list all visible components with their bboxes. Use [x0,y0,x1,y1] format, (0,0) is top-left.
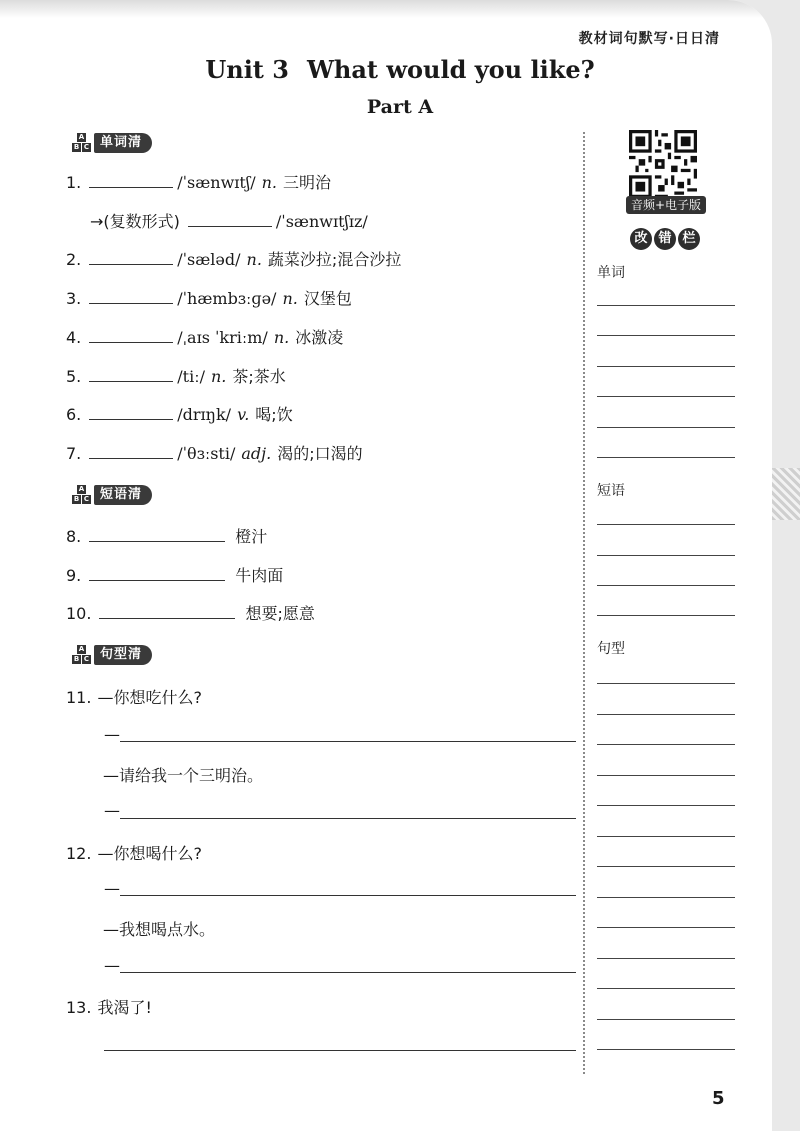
part-of-speech: n. [246,250,262,269]
answer-blank[interactable] [188,212,272,227]
sidebar-line[interactable] [597,555,735,556]
phonetic: /ˈsæləd/ [177,250,241,269]
part-of-speech: n. [273,328,290,347]
meaning: 橙汁 [235,527,268,546]
answer-line[interactable] [120,741,576,742]
word-item-3 [66,286,352,310]
item-number: 3. [66,289,82,308]
meaning: 蔬菜沙拉;混合沙拉 [267,250,402,269]
phonetic: /tiː/ [177,367,205,386]
correction-char: 栏 [678,228,700,250]
plural-prefix: →(复数形式) [90,212,180,231]
answer-dash: — [104,879,120,898]
question-line-1: 我渴了! [97,998,152,1017]
column-divider [583,132,585,1074]
answer-blank[interactable] [89,250,173,265]
answer-blank[interactable] [99,604,235,619]
phonetic: /ˈsænwɪtʃɪz/ [275,212,368,231]
item-number: 8. [66,527,82,546]
sentence-item-12 [66,841,202,865]
meaning: 茶;茶水 [232,367,286,386]
phonetic: /ˌaɪs ˈkriːm/ [177,328,268,347]
sidebar-line[interactable] [597,958,735,959]
item-number: 1. [66,173,82,192]
sentence-item-11-part-2 [103,763,263,787]
answer-line[interactable] [120,895,576,896]
word-item-7 [66,441,363,465]
word-item-6 [66,402,293,426]
item-number: 6. [66,405,82,424]
sidebar-line[interactable] [597,396,735,397]
page-number: 5 [712,1088,725,1109]
section-title-words: 单词清 [94,133,152,153]
question-line-2: —请给我一个三明治。 [103,766,264,785]
part-of-speech: n. [261,173,277,192]
section-title-sentences: 句型清 [94,645,152,665]
sidebar-line[interactable] [597,714,735,715]
sidebar-line[interactable] [597,366,735,367]
word-item-2 [66,247,401,271]
sidebar-label-words: 单词 [597,265,625,281]
unit-title: What would you like? [306,55,595,84]
meaning: 牛肉面 [235,566,284,585]
word-item-1 [66,170,331,194]
correction-char: 错 [654,228,676,250]
word-item-1-plural [90,209,368,233]
phrase-item-8 [66,524,267,548]
unit-label: Unit 3 [205,55,289,84]
phonetic: /drɪŋk/ [177,405,232,424]
sidebar-line[interactable] [597,897,735,898]
phonetic: /ˈθɜːsti/ [177,444,236,463]
item-number: 2. [66,250,82,269]
qr-label: 音频+电子版 [626,196,706,214]
item-number: 10. [66,604,92,623]
page-title [0,55,772,84]
answer-blank[interactable] [89,566,225,581]
part-of-speech: v. [237,405,250,424]
meaning: 喝;饮 [255,405,293,424]
phonetic: /ˈsænwɪtʃ/ [177,173,256,192]
item-number: 7. [66,444,82,463]
part-of-speech: n. [282,289,298,308]
section-title-phrases: 短语清 [94,485,152,505]
abc-blocks-icon: A B C [73,645,90,663]
part-of-speech: n. [210,367,227,386]
meaning: 冰激凌 [295,328,344,347]
sidebar-line[interactable] [597,683,735,684]
sidebar-line[interactable] [597,305,735,306]
sidebar-line[interactable] [597,866,735,867]
answer-dash: — [104,956,120,975]
sidebar-line[interactable] [597,988,735,989]
word-item-4 [66,325,343,349]
sidebar-line[interactable] [597,1019,735,1020]
sidebar-line[interactable] [597,335,735,336]
phrase-item-10 [66,601,315,625]
answer-blank[interactable] [89,328,173,343]
item-number: 11. [66,688,92,707]
sidebar-line[interactable] [597,805,735,806]
sentence-item-13 [66,995,152,1019]
meaning: 汉堡包 [303,289,352,308]
word-item-5 [66,364,286,388]
meaning: 三明治 [282,173,331,192]
sidebar-line[interactable] [597,927,735,928]
part-of-speech: adj. [241,444,272,463]
abc-blocks-icon: A B C [73,133,90,151]
answer-blank[interactable] [89,173,173,188]
item-number: 12. [66,844,92,863]
page-edge-pattern [772,468,800,520]
sidebar-label-phrases: 短语 [597,483,625,499]
section-tag-words [72,132,152,154]
correction-column-title [630,228,700,250]
meaning: 渴的;口渴的 [277,444,363,463]
answer-blank[interactable] [89,367,173,382]
item-number: 9. [66,566,82,585]
sidebar-line[interactable] [597,1049,735,1050]
question-line-1: —你想吃什么? [97,688,202,707]
phonetic: /ˈhæmbɜːɡə/ [177,289,277,308]
section-tag-phrases [72,484,152,506]
sidebar-line[interactable] [597,615,735,616]
correction-char: 改 [630,228,652,250]
answer-blank[interactable] [89,444,173,459]
sidebar-line[interactable] [597,585,735,586]
sidebar-line[interactable] [597,427,735,428]
sidebar-line[interactable] [597,744,735,745]
section-tag-sentences [72,644,152,666]
answer-line[interactable] [104,1050,576,1051]
sidebar-line[interactable] [597,457,735,458]
part-label: Part A [366,96,434,118]
sidebar-label-sentences: 句型 [597,641,625,657]
top-shadow-band [0,0,772,18]
meaning: 想要;愿意 [245,604,315,623]
header-label: 教材词句默写·日日清 [578,31,720,47]
sidebar-line[interactable] [597,524,735,525]
answer-line[interactable] [120,818,576,819]
question-line-1: —你想喝什么? [97,844,202,863]
question-line-2: —我想喝点水。 [103,920,216,939]
answer-dash: — [104,725,120,744]
answer-blank[interactable] [89,289,173,304]
answer-blank[interactable] [89,405,173,420]
sidebar-line[interactable] [597,836,735,837]
answer-dash: — [104,801,120,820]
abc-blocks-icon: A B C [73,485,90,503]
answer-blank[interactable] [89,527,225,542]
sidebar-line[interactable] [597,775,735,776]
answer-line[interactable] [120,972,576,973]
item-number: 4. [66,328,82,347]
sentence-item-11 [66,685,202,709]
qr-code-icon[interactable] [628,130,698,198]
item-number: 13. [66,998,92,1017]
item-number: 5. [66,367,82,386]
sentence-item-12-part-2 [103,917,215,941]
phrase-item-9 [66,563,283,587]
